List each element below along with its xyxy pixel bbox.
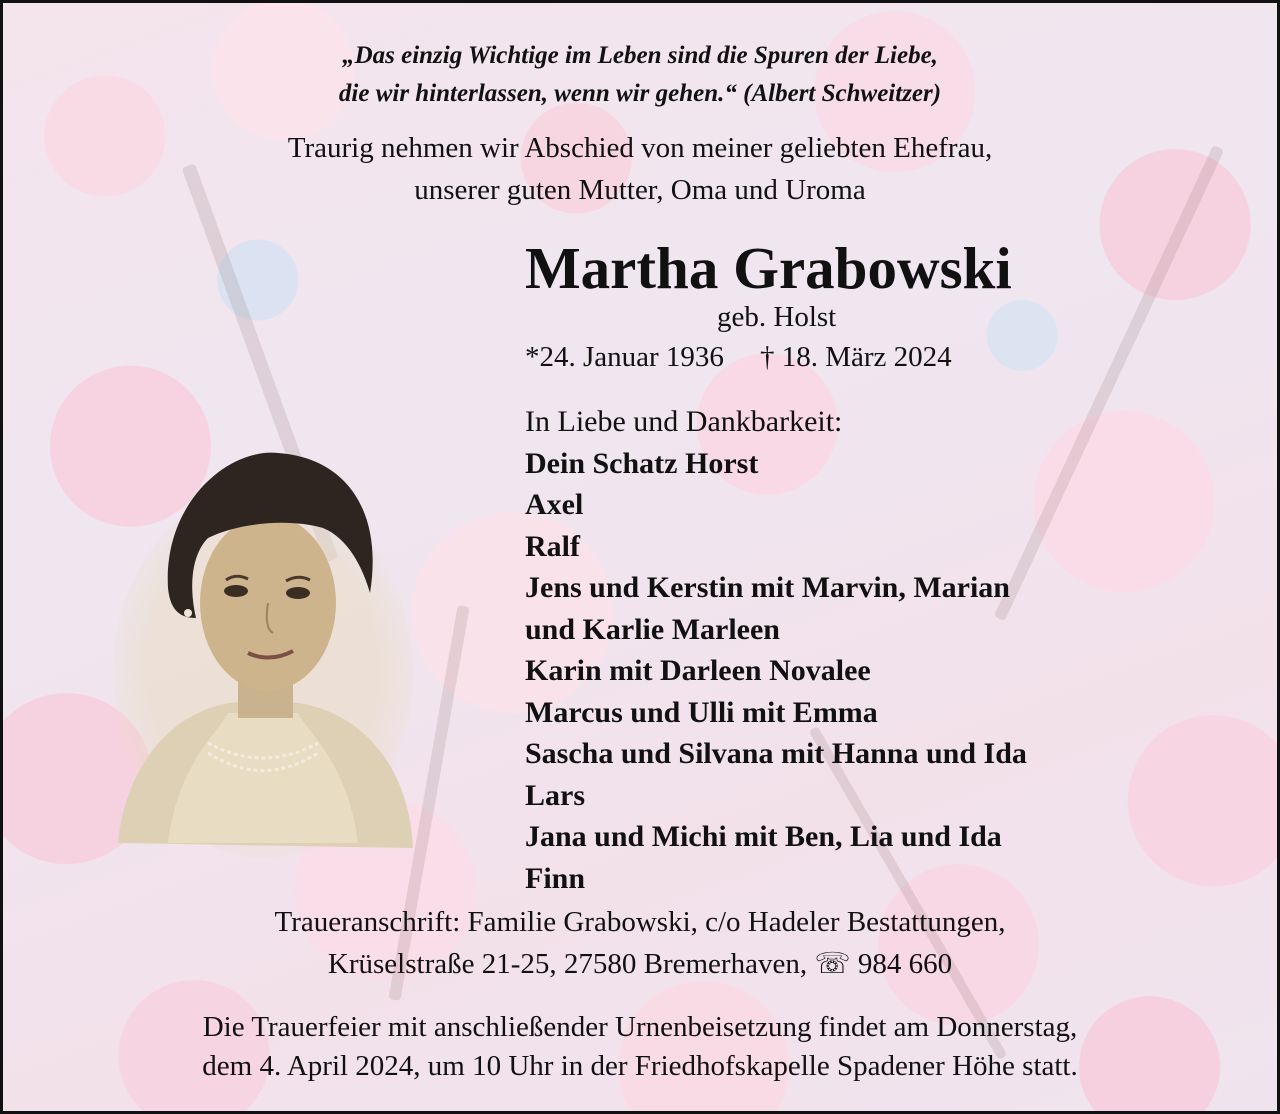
- intro-line-2: unserer guten Mutter, Oma und Uroma: [414, 174, 866, 206]
- family-member: Finn: [525, 861, 586, 895]
- family-member: Axel: [525, 488, 584, 521]
- deceased-name: Martha Grabowski: [525, 235, 1012, 301]
- family-member: Sascha und Silvana mit Hanna und Ida: [525, 737, 1027, 770]
- life-dates: [525, 339, 952, 375]
- family-member: Jana und Michi mit Ben, Lia und Ida: [525, 820, 1002, 853]
- family-member: Lars: [525, 778, 585, 812]
- family-member: Karin mit Darleen Novalee: [525, 654, 871, 687]
- family-list: [525, 401, 1027, 899]
- mourning-address-line-2: Krüselstraße 21-25, 27580 Bremerhaven, ☏ 984 660: [327, 948, 953, 980]
- ceremony-line-2: dem 4. April 2024, um 10 Uhr in der Friedhofskapelle Spadener Höhe statt.: [202, 1050, 1078, 1082]
- family-member: Ralf: [525, 529, 580, 563]
- quote-line-2: die wir hinterlassen, wenn wir gehen.“ (Albert Schweitzer): [338, 80, 942, 107]
- birth-date: *24. Januar 1936: [525, 341, 724, 373]
- family-member: Jens und Kerstin mit Marvin, Marian: [525, 571, 1010, 604]
- family-lead: In Liebe und Dankbarkeit:: [525, 405, 843, 438]
- blossom-branch: [994, 145, 1225, 621]
- family-member: Marcus und Ulli mit Emma: [525, 695, 878, 729]
- mourning-address-line-1: Traueranschrift: Familie Grabowski, c/o Hadeler Bestattungen,: [274, 906, 1006, 938]
- death-date: † 18. März 2024: [759, 341, 952, 373]
- ceremony-line-1: Die Trauerfeier mit anschließender Urnenbeisetzung findet am Donnerstag,: [202, 1011, 1078, 1043]
- quote-line-1: „Das einzig Wichtige im Leben sind die Spuren der Liebe,: [342, 42, 938, 69]
- family-member: und Karlie Marleen: [525, 612, 780, 646]
- birth-name: geb. Holst: [717, 301, 837, 333]
- intro-line-1: Traurig nehmen wir Abschied von meiner geliebten Ehefrau,: [287, 132, 993, 164]
- family-member: Dein Schatz Horst: [525, 446, 759, 480]
- portrait-photo: [108, 443, 418, 858]
